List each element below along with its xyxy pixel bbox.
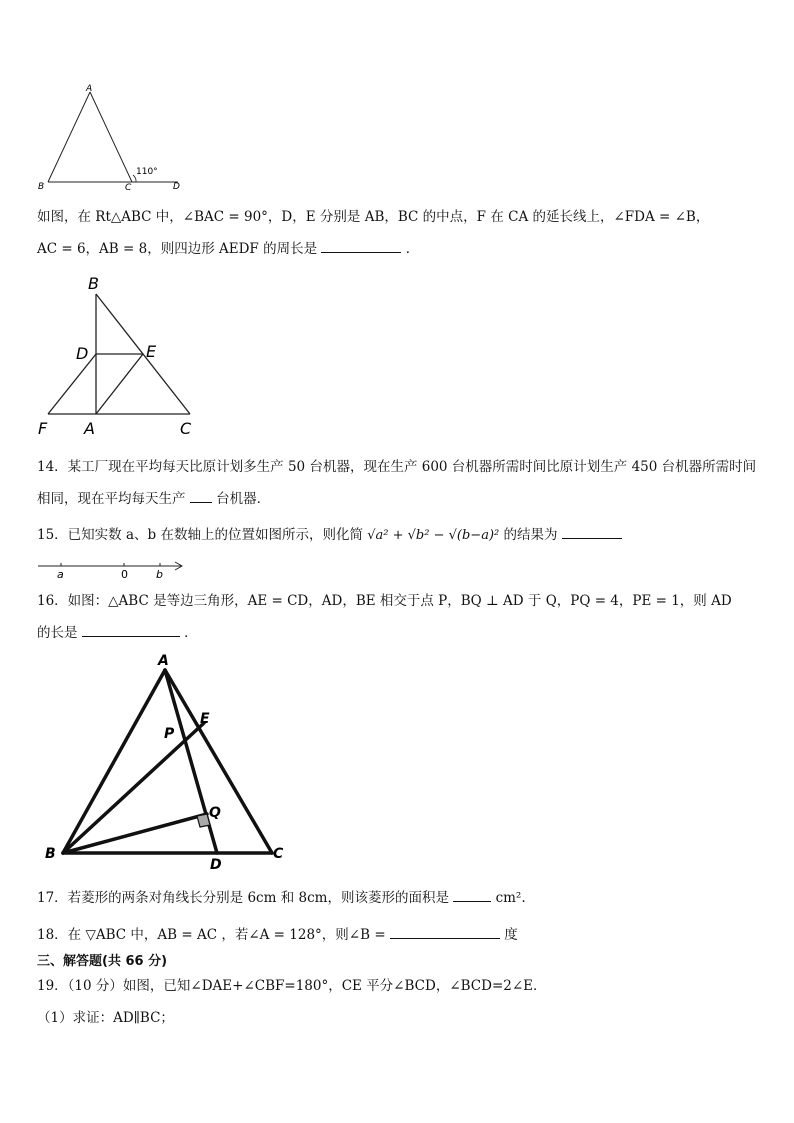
triangle-figure-12 (36, 80, 196, 195)
q16-line1 (37, 592, 732, 610)
fig16-label-d: D (210, 857, 222, 873)
q18-line (37, 926, 518, 944)
q19-text: 19．（10 分）如图，已知∠DAE+∠CBF=180°，CE 平分∠BCD，∠BCD=2∠E． (37, 978, 547, 994)
q18-answer-blank[interactable] (390, 926, 500, 939)
numberline-label-a: a (57, 568, 64, 581)
section-title: 三、解答题(共 66 分) (37, 954, 168, 969)
fig13-label-f: F (38, 419, 48, 438)
q16-text-2: 的长是 (37, 625, 78, 641)
numberline-label-0: 0 (121, 568, 128, 581)
q15-text: 15．已知实数 a、b 在数轴上的位置如图所示，则化简 (37, 527, 363, 543)
fig12-label-d: D (173, 182, 180, 192)
q15-text-post: 的结果为 (503, 527, 558, 543)
q19-line (37, 977, 547, 995)
q13-text-2: AC = 6，AB = 8，则四边形 AEDF 的周长是 (37, 241, 318, 257)
q13-line1 (37, 208, 709, 226)
q13-text-1: 如图，在 Rt△ABC 中，∠BAC = 90°，D，E 分别是 AB，BC 的中点，F 在 CA 的延长线上，∠FDA = ∠B， (37, 209, 710, 225)
q15-expression: √a² + √b² − √(b−a)² (367, 528, 500, 543)
fig12-label-a: A (86, 84, 93, 94)
q15-answer-blank[interactable] (562, 526, 622, 539)
fig12-angle-label: 110° (136, 167, 158, 177)
fig12-label-b: B (38, 182, 45, 192)
fig13-label-c: C (180, 419, 192, 438)
q18-text: 18．在 ▽ABC 中，AB = AC ，若∠A = 128°，则∠B = (37, 927, 386, 943)
q14-text-1: 14．某工厂现在平均每天比原计划多生产 50 台机器，现在生产 600 台机器所需时间比原计划生产 450 台机器所需时间 (37, 459, 757, 475)
equilateral-triangle-figure-16 (40, 648, 300, 876)
fig16-label-a: A (158, 653, 169, 669)
q17-text: 17．若菱形的两条对角线长分别是 6cm 和 8cm，则该菱形的面积是 (37, 890, 449, 906)
q16-text-3: ． (184, 625, 198, 641)
numberline-label-b: b (156, 568, 163, 581)
q14-line2 (37, 490, 270, 508)
fig13-label-a: A (84, 419, 95, 438)
fig16-label-q: Q (209, 805, 221, 821)
section-heading (37, 953, 167, 971)
q13-answer-blank[interactable] (321, 240, 401, 253)
q13-period: ． (405, 241, 420, 257)
q19-sub1 (37, 1009, 174, 1027)
q17-answer-blank[interactable] (453, 889, 491, 902)
fig13-label-e: E (146, 342, 157, 361)
q19-sub1-text: （1）求证：AD∥BC； (37, 1010, 174, 1026)
number-line (36, 556, 191, 584)
q14-text-3: 台机器． (216, 491, 271, 507)
q17-line (37, 889, 526, 907)
fig13-label-d: D (76, 344, 89, 363)
quadrilateral-figure-13 (32, 272, 202, 442)
q14-line1 (37, 458, 756, 476)
fig16-label-p: P (164, 726, 175, 742)
q16-text-1: 16．如图：△ABC 是等边三角形，AE = CD，AD，BE 相交于点 P，BQ ⊥ AD 于 Q，PQ = 4，PE = 1，则 AD (37, 593, 732, 609)
fig16-label-c: C (273, 846, 284, 862)
fig13-label-b: B (88, 274, 99, 293)
fig16-label-e: E (200, 711, 210, 727)
q15-line (37, 526, 622, 545)
q14-answer-blank[interactable] (190, 490, 212, 503)
q18-unit: 度 (504, 927, 518, 943)
q13-line2 (37, 240, 419, 258)
q14-text-2: 相同，现在平均每天生产 (37, 491, 186, 507)
fig12-label-c: C (125, 183, 132, 193)
fig16-label-b: B (45, 846, 56, 862)
q16-answer-blank[interactable] (82, 624, 180, 637)
q16-line2 (37, 624, 198, 642)
q17-unit: cm². (495, 890, 526, 906)
